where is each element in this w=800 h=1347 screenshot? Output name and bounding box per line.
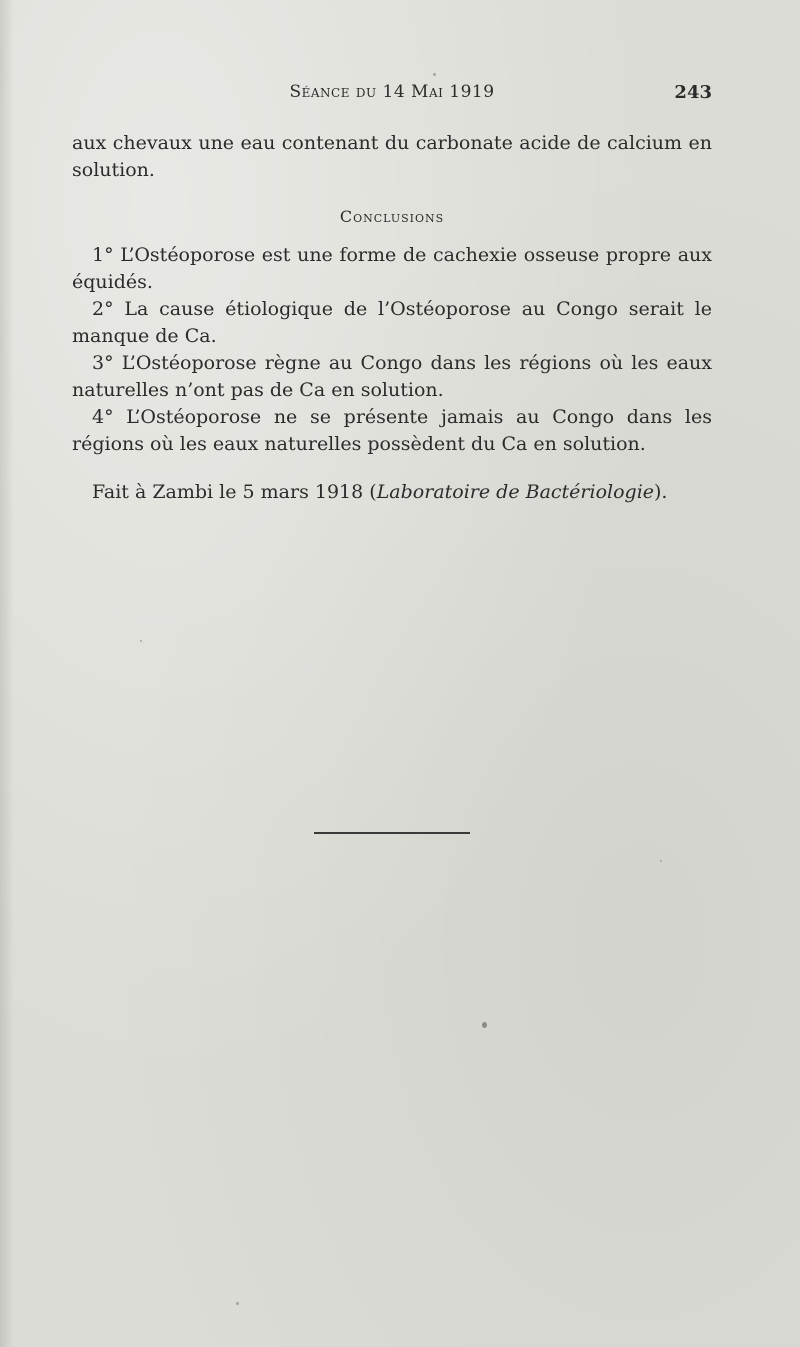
paper-speck (140, 640, 142, 642)
closing-suffix: ). (654, 481, 668, 503)
page-header (72, 82, 712, 112)
body-text (72, 130, 712, 506)
page-edge-shadow (0, 0, 14, 1347)
laboratory-name: Laboratoire de Bactériologie (376, 481, 655, 503)
running-head: Séance du 14 Mai 1919 (289, 82, 495, 102)
section-title: Conclusions (339, 207, 445, 226)
closing-prefix: Fait à Zambi le 5 mars 1918 ( (92, 481, 377, 503)
paper-speck (482, 1022, 487, 1028)
conclusion-item-1: 1° L’Ostéoporose est une forme de cachexie osseuse propre aux équidés. (72, 244, 712, 293)
page-number: 243 (674, 82, 712, 103)
conclusion-item-2: 2° La cause étiologique de l’Ostéoporose au Congo serait le manque de Ca. (72, 298, 712, 347)
paper-speck (660, 860, 662, 862)
paper-speck (433, 73, 436, 76)
opening-paragraph: aux chevaux une eau contenant du carbonate acide de calcium en solution. (72, 132, 712, 181)
closing-line (72, 479, 712, 506)
conclusion-item-4: 4° L’Ostéoporose ne se présente jamais au Congo dans les régions où les eaux naturelles possèdent du Ca en solution. (72, 406, 712, 455)
conclusion-item-3: 3° L’Ostéoporose règne au Congo dans les régions où les eaux naturelles n’ont pas de Ca en solution. (72, 352, 712, 401)
paper-speck (236, 1302, 239, 1305)
end-rule (314, 832, 470, 834)
